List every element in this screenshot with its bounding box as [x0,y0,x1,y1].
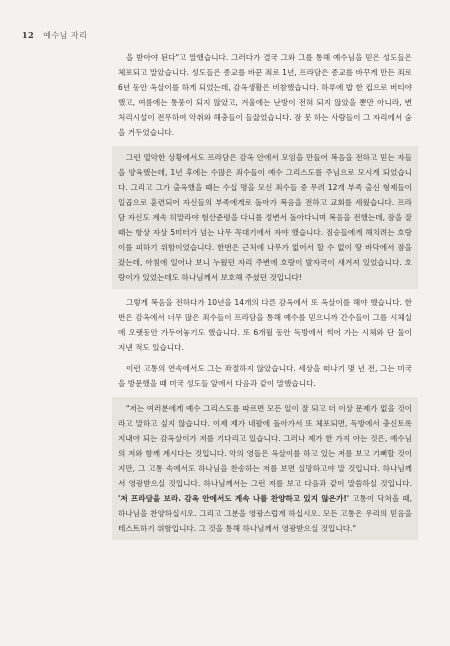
quote-block [112,397,418,540]
quote-text-a: "저는 여러분에게 예수 그리스도를 따르면 모든 일이 잘 되고 더 이상 문제가 없을 것이라고 말하고 싶지 않습니다. 이제 제가 네팔에 돌아가서 또 체포되면, 독방에서 충신토록 지내야 되는 감옥살이가 저를 기다리고 있습니다. 그러나 제가 한 가지 아는 것은, 예수님의 저와 함께 계시다는 것입니다. 악의 영들은 옥살이를 하고 있는 저를 보고 기뻐할 것이지만, 그 고통 속에서도 하나님을 찬송하는 저를 보면 실망하고야 말 것입니다. 하나님께서 영광받으실 것입니다. 하나님께서는 그런 저를 보고 다음과 같이 말씀하실 것입니다. [118,404,412,488]
running-header [22,30,87,41]
paragraph-3: 그렇게 복음을 전하다가 10년을 14개의 다른 감옥에서 또 옥살이를 해야 했습니다. 한번은 감옥에서 너무 많은 죄수들이 프라담을 통해 예수를 믿으니까 간수들이 그를 시체실에 오랫동안 가두어놓기도 했습니다. 또 6개월 동안 독방에서 썩어 가는 시체와 단 둘이 지낸 적도 있습니다. [118,298,412,352]
running-title: 예수님 자리 [43,31,88,40]
paragraph-2-highlighted: 그런 열악한 상황에서도 프라담은 감옥 안에서 모임을 만들어 복음을 전하고 믿는 자들을 양육했는데, 1년 후에는 수많은 죄수들이 예수 그리스도를 주님으로 모시게 되었습니다. 그리고 그가 출옥했을 때는 수십 명을 모신 죄수들 중 무려 12개 부족 출신 형제들이 일곱으로 훈련되어 자신들의 부족에게로 돌아가 복음을 전하고 교회를 세웠습니다. 프라담 자신도 계속 히말라야 험산준령을 다니를 정변서 돌아다니며 복음을 전했는데, 잠을 잘 때는 항상 자상 5미터가 넘는 나무 꼭대기에서 자야 했습니다. 짐승들에게 해치려는 호랑이를 피하기 위함이었습니다. 한번은 근처에 나무가 없어서 할 수 없이 땅 바닥에서 잠을 잤는데, 아침에 일어나 보니 누웠던 자리 주변에 호랑이 발자국이 새겨져 있었습니다. 호랑이가 있었는데도 하나님께서 보호해 주셨던 것입니다! [112,146,418,289]
quote-emphasis: '저 프라담을 보라. 감옥 안에서도 계속 나를 찬양하고 있지 않은가!' [118,494,350,503]
quote-text-b: 고통이 닥쳐올 때, 하나님을 찬양하십시오. 그리고 그분을 영광스럽게 하십시오. 모든 고통은 우리의 믿음을 테스트하기 위함입니다. 그 것을 통해 하나님께서 영광받으실 것입니다." [118,494,412,533]
paragraph-4: 이런 고통의 연속에서도 그는 좌절하지 않았습니다. 세상을 떠나기 몇 년 전, 그는 미국을 방문했을 때 미국 성도들 앞에서 다음과 같이 말했습니다. [118,364,412,388]
body-text [118,50,412,546]
page-number: 12 [22,30,35,40]
paragraph-1: 을 받아야 된다"고 말했습니다. 그러다가 결국 그와 그를 통해 예수님을 믿은 성도들은 체포되고 말았습니다. 성도들은 종교를 바꾼 죄로 1년, 프라담은 종교를 바꾸게 만든 죄로 6년 동안 옥살이를 하게 되었는데, 감옥생활은 비참했습니다. 하루에 밥 한 컵으로 버티야 했고, 여름에는 통풍이 되지 않았고, 겨울에는 난방이 전혀 되지 않았을 뿐만 아니라, 변 처리시설이 전무하여 악취와 해충들이 들끓었습니다. 잠 못 하는 사람들이 그 자리에서 숨을 거두었습니다. [118,53,412,137]
